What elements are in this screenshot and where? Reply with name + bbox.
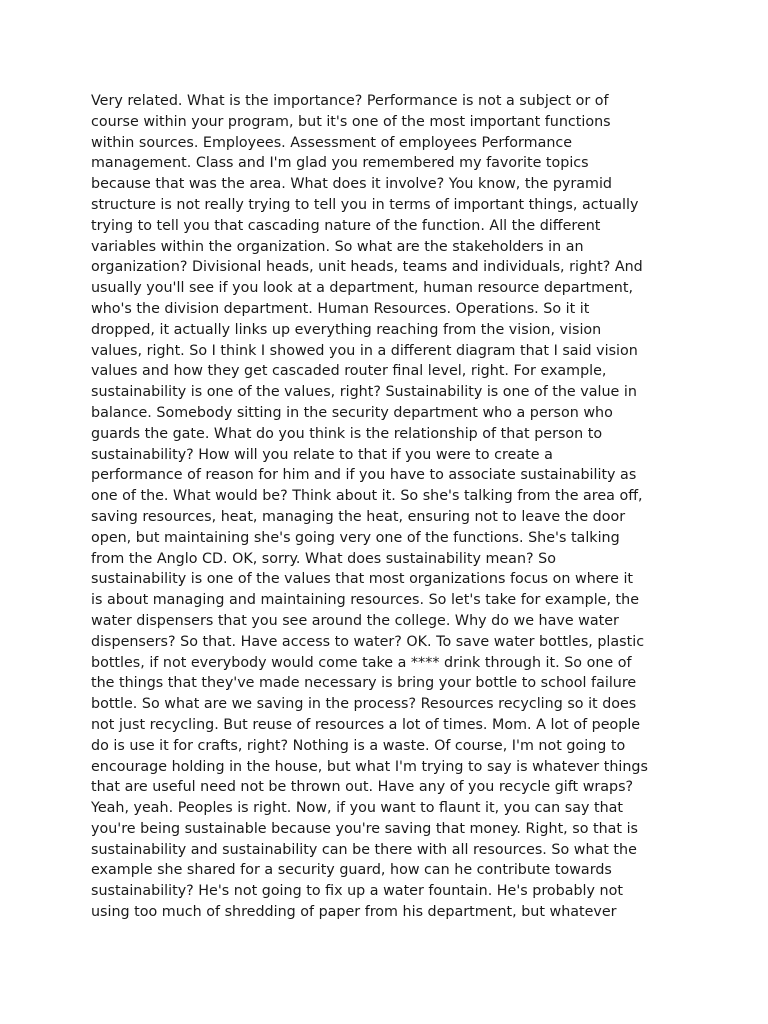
text-line: course within your program, but it's one of the most important functions (91, 113, 611, 130)
text-line: usually you'll see if you look at a department, human resource department, (91, 280, 634, 297)
text-line: guards the gate. What do you think is the relationship of that person to (91, 425, 603, 442)
text-line: who's the division department. Human Resources. Operations. So it it (91, 300, 590, 317)
text-line: water dispensers that you see around the college. Why do we have water (91, 612, 619, 629)
text-line: structure is not really trying to tell you in terms of important things, actually (91, 196, 639, 213)
text-line: sustainability is one of the values that most organizations focus on where it (91, 571, 634, 588)
text-line: saving resources, heat, managing the heat, ensuring not to leave the door (91, 508, 626, 525)
text-line: values and how they get cascaded router final level, right. For example, (91, 363, 607, 380)
text-line: trying to tell you that cascading nature of the function. All the different (91, 217, 601, 234)
text-line: Yeah, yeah. Peoples is right. Now, if you want to flaunt it, you can say that (91, 800, 623, 817)
text-line: because that was the area. What does it involve? You know, the pyramid (91, 176, 613, 193)
text-line: encourage holding in the house, but what I'm trying to say is whatever things (91, 758, 648, 775)
text-line: Very related. What is the importance? Performance is not a subject or of (91, 93, 609, 109)
text-line: sustainability is one of the values, right? Sustainability is one of the value in (91, 384, 637, 401)
text-line: sustainability and sustainability can be there with all resources. So what the (91, 841, 637, 858)
text-line: you're being sustainable because you're saving that money. Right, so that is (91, 820, 639, 837)
text-line: the things that they've made necessary is bring your bottle to school failure (91, 675, 637, 692)
text-line: bottles, if not everybody would come take a **** drink through it. So one of (91, 654, 632, 671)
text-line: that are useful need not be thrown out. Have any of you recycle gift wraps? (91, 779, 634, 796)
text-line: from the Anglo CD. OK, sorry. What does sustainability mean? So (91, 550, 556, 567)
text-line: dropped, it actually links up everything reaching from the vision, vision (91, 321, 602, 338)
text-line: bottle. So what are we saving in the process? Resources recycling so it does (91, 696, 637, 713)
text-line: one of the. What would be? Think about it. So she's talking from the area off, (91, 488, 643, 505)
text-line: open, but maintaining she's going very one of the functions. She's talking (91, 529, 620, 546)
text-line: organization? Divisional heads, unit heads, teams and individuals, right? And (91, 259, 643, 276)
text-line: example she shared for a security guard, how can he contribute towards (91, 862, 612, 879)
text-line: not just recycling. But reuse of resources a lot of times. Mom. A lot of people (91, 716, 641, 733)
text-line: within sources. Employees. Assessment of employees Performance (91, 134, 573, 151)
text-line: performance of reason for him and if you have to associate sustainability as (91, 467, 637, 484)
transcript-body (91, 91, 691, 923)
text-line: sustainability? How will you relate to that if you were to create a (91, 446, 553, 463)
text-line: balance. Somebody sitting in the security department who a person who (91, 404, 613, 421)
text-line: management. Class and I'm glad you remembered my favorite topics (91, 155, 589, 172)
text-line: using too much of shredding of paper from his department, but whatever (91, 904, 617, 921)
text-line: values, right. So I think I showed you in a different diagram that I said vision (91, 342, 638, 359)
text-line: do is use it for crafts, right? Nothing is a waste. Of course, I'm not going to (91, 737, 626, 754)
text-line: dispensers? So that. Have access to water? OK. To save water bottles, plastic (91, 633, 645, 650)
text-line: variables within the organization. So what are the stakeholders in an (91, 238, 584, 255)
text-line: is about managing and maintaining resources. So let's take for example, the (91, 592, 640, 609)
text-line: sustainability? He's not going to fix up a water fountain. He's probably not (91, 883, 623, 900)
